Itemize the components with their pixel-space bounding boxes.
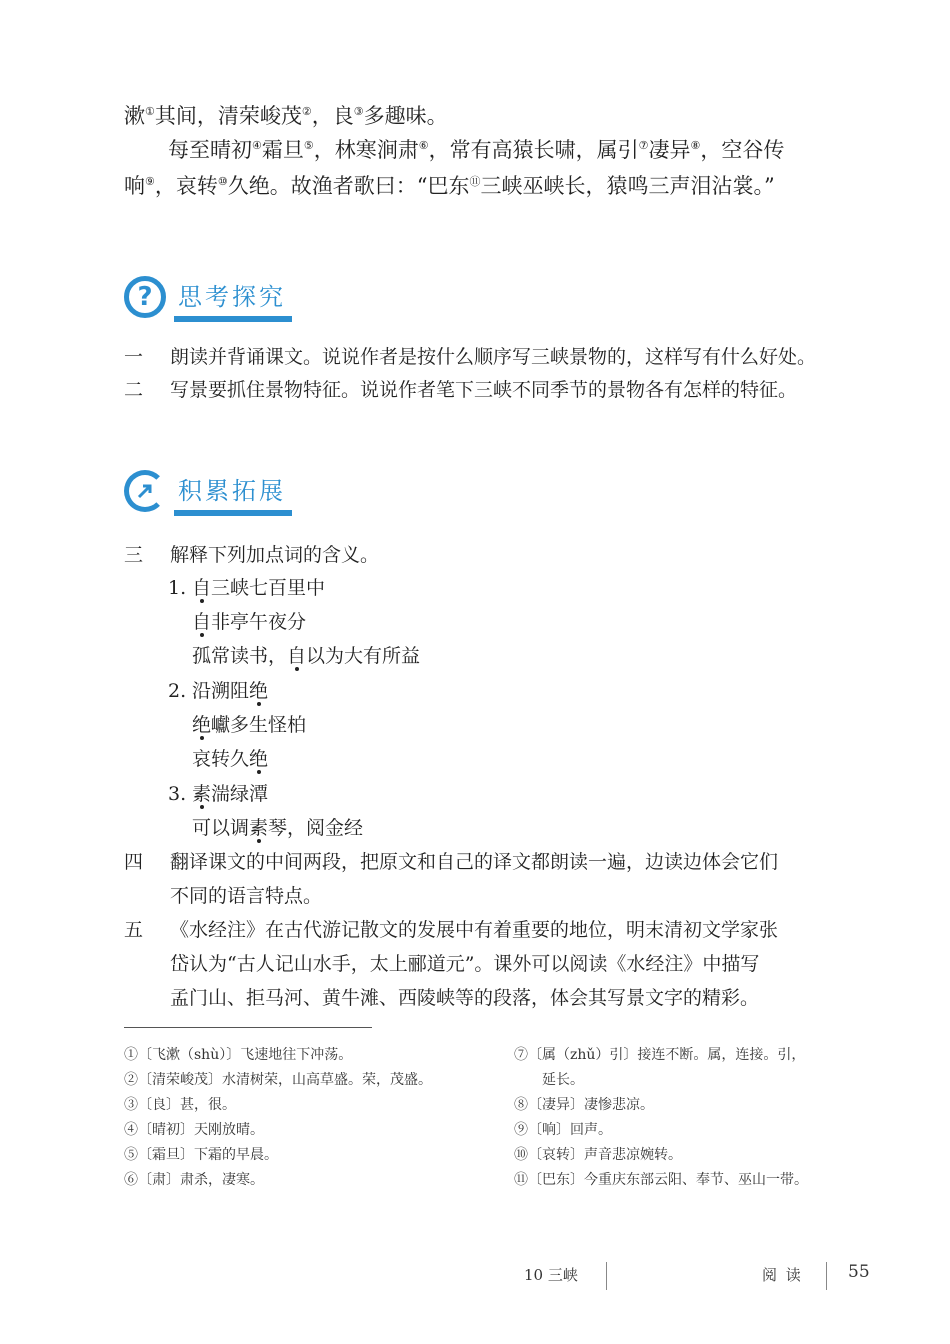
q3-group-3-label: 3.: [168, 783, 187, 805]
question-5: 五 《水经注》在古代游记散文的发展中有着重要的地位，明末清初文学家张: [124, 919, 779, 941]
q3-group-1-label: 1.: [168, 577, 187, 599]
question-1: 一 朗读并背诵课文。说说作者是按什么顺序写三峡景物的，这样写有什么好处。: [124, 346, 817, 368]
question-2: 二 写景要抓住景物特征。说说作者笔下三峡不同季节的景物各有怎样的特征。: [124, 379, 798, 401]
footnotes-right: [514, 1043, 808, 1193]
footnote: ⑧〔凄异〕凄惨悲凉。: [514, 1097, 654, 1113]
section-title: 思考探究: [178, 277, 286, 318]
q3-item: 可以调素琴，阅金经: [192, 817, 364, 839]
question-4-cont: 不同的语言特点。: [170, 885, 323, 907]
footnote: ⑥〔肃〕肃杀，凄寒。: [124, 1172, 264, 1188]
question-5-cont: 岱认为“古人记山水手，太上郦道元”。课外可以阅读《水经注》中描写: [170, 953, 760, 975]
q3-group-2-label: 2.: [168, 680, 187, 702]
footnote-divider: [124, 1027, 372, 1028]
footnote: ②〔清荣峻茂〕水清树荣，山高草盛。荣，茂盛。: [124, 1072, 432, 1088]
section-think-explore-header: [124, 276, 286, 318]
passage-line-3: 响⑨，哀转⑩久绝。故渔者歌曰：“巴东⑪三峡巫峡长，猿鸣三声泪沾裳。”: [124, 174, 775, 198]
footnote: ⑤〔霜旦〕下霜的早晨。: [124, 1147, 278, 1163]
section-accumulate-expand-header: [124, 470, 286, 512]
page-number: 55: [848, 1262, 870, 1282]
passage-line-2: 每至晴初④霜旦⑤，林寒涧肃⑥，常有高猿长啸，属引⑦凄异⑧，空谷传: [168, 138, 785, 162]
q3-item: 哀转久绝: [192, 748, 269, 770]
question-3: 三 解释下列加点词的含义。: [124, 544, 380, 566]
footnote: ①〔飞漱（shù）〕飞速地往下冲荡。: [124, 1047, 353, 1063]
q3-item: 绝巘多生怪柏: [192, 714, 307, 736]
q3-item: 孤常读书，自以为大有所益: [192, 645, 421, 667]
footer-unit: 阅 读: [762, 1266, 803, 1284]
q3-item: 自三峡七百里中: [192, 577, 326, 599]
question-4: 四 翻译课文的中间两段，把原文和自己的译文都朗读一遍，边读边体会它们: [124, 851, 779, 873]
question-mark-icon: ?: [124, 276, 166, 318]
refresh-arrow-icon: [124, 470, 166, 512]
question-5-cont: 孟门山、拒马河、黄牛滩、西陵峡等的段落，体会其写景文字的精彩。: [170, 987, 760, 1009]
footnote: ⑪〔巴东〕今重庆东部云阳、奉节、巫山一带。: [514, 1172, 808, 1188]
footer-divider: [826, 1262, 827, 1290]
footnote: ④〔晴初〕天刚放晴。: [124, 1122, 264, 1138]
footnotes-left: [124, 1043, 432, 1193]
footnote: 延长。: [542, 1072, 584, 1088]
footnote: ③〔良〕甚，很。: [124, 1097, 236, 1113]
q3-item: 素湍绿潭: [192, 783, 269, 805]
footnote: ⑩〔哀转〕声音悲凉婉转。: [514, 1147, 682, 1163]
q3-item: 沿溯阻绝: [192, 680, 269, 702]
passage-line-1: 漱①其间，清荣峻茂②，良③多趣味。: [124, 104, 448, 128]
footnote: ⑦〔属（zhǔ）引〕接连不断。属，连接。引，: [514, 1047, 806, 1063]
section-title: 积累拓展: [178, 471, 286, 512]
footer-lesson: 10 三峡: [524, 1266, 578, 1284]
footer-divider: [606, 1262, 607, 1290]
footnote: ⑨〔响〕回声。: [514, 1122, 612, 1138]
q3-item: 自非亭午夜分: [192, 611, 307, 633]
